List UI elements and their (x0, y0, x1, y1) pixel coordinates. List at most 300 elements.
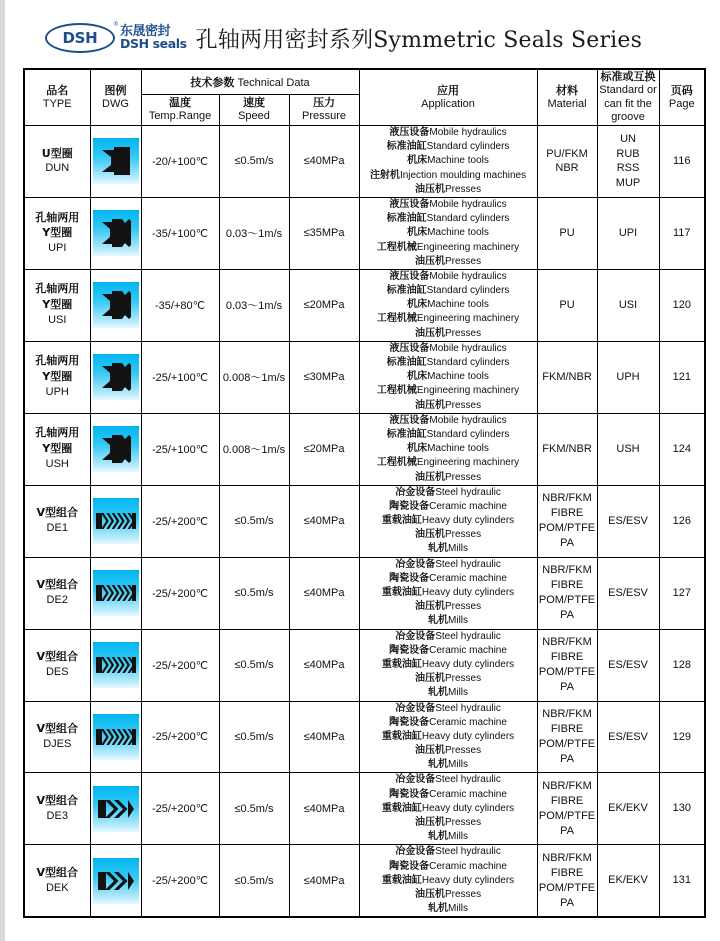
type-name-cn: Y型圈 (42, 298, 73, 312)
col-header-standard (597, 69, 659, 126)
application-cn: 油压机 (414, 327, 445, 339)
cell-application (359, 485, 537, 557)
application-cn: 机床 (407, 371, 428, 383)
application-en: Mobile hydraulics (429, 127, 507, 138)
application-cn: 油压机 (414, 255, 445, 267)
dsh-logo-wordmark (120, 25, 187, 51)
application-en: Presses (444, 183, 482, 195)
col-header-page-en: Page (668, 97, 695, 110)
application-cn: 注射机 (369, 169, 400, 181)
material-value: FIBRE (550, 867, 584, 879)
application-cn: 冶金设备 (395, 486, 436, 498)
cell-temperature: -25/+100℃ (141, 341, 219, 413)
cell-speed: ≤0.5m/s (219, 126, 289, 198)
type-name-cn: 孔轴两用 (35, 354, 80, 368)
application-cn: 重载油缸 (381, 802, 422, 814)
application-cn: 油压机 (414, 817, 445, 828)
cell-temperature: -25/+200℃ (141, 629, 219, 701)
application-en: Presses (444, 399, 482, 411)
application-line (360, 384, 537, 398)
application-line (360, 399, 537, 413)
application-cn: 机床 (407, 443, 428, 455)
application-line (360, 902, 537, 916)
cell-page-number[interactable]: 117 (659, 197, 705, 269)
cell-type (24, 269, 90, 341)
application-en: Heavy duty cylinders (421, 587, 515, 598)
application-line (360, 342, 537, 356)
application-cn: 冶金设备 (395, 558, 436, 570)
seals-table-wrapper (23, 68, 695, 918)
col-header-material-en: Material (547, 97, 587, 110)
col-header-dwg-en: DWG (102, 97, 129, 110)
type-code: DJES (43, 737, 72, 750)
cell-material (537, 773, 597, 845)
cell-pressure: ≤20MPa (289, 413, 359, 485)
cell-dwg[interactable] (90, 413, 141, 485)
material-value: FIBRE (550, 651, 584, 664)
type-name-cn: 孔轴两用 (35, 282, 80, 296)
application-en: Ceramic machine (429, 860, 507, 872)
type-name-cn: V型组合 (36, 865, 78, 879)
application-line (360, 888, 537, 902)
cell-application (359, 197, 537, 269)
cell-application (359, 773, 537, 845)
cell-temperature: -25/+100℃ (141, 413, 219, 485)
application-line (360, 730, 537, 744)
cell-pressure: ≤40MPa (289, 629, 359, 701)
cell-type (24, 557, 90, 629)
material-value: FIBRE (550, 795, 584, 808)
application-cn: 标准油缸 (386, 357, 427, 368)
cell-page-number[interactable]: 131 (659, 845, 705, 917)
col-header-page-cn: 页码 (670, 83, 693, 97)
table-row[interactable] (24, 126, 705, 198)
cell-temperature: -25/+200℃ (141, 485, 219, 557)
application-en: Presses (444, 888, 482, 900)
cell-page-number[interactable]: 124 (659, 413, 705, 485)
type-name-cn: Y型圈 (42, 370, 73, 384)
col-header-speed-en: Speed (238, 110, 270, 123)
cell-application (359, 629, 537, 701)
cell-pressure: ≤30MPa (289, 341, 359, 413)
type-name-cn: Y型圈 (42, 226, 73, 240)
application-en: Ceramic machine (429, 644, 507, 656)
application-en: Heavy duty cylinders (421, 730, 515, 742)
application-cn: 重载油缸 (381, 587, 422, 598)
cell-page-number[interactable]: 130 (659, 773, 705, 845)
table-body (24, 126, 705, 918)
v-stack-seal-long-icon (93, 570, 139, 616)
standard-value: RSS (616, 162, 640, 175)
seals-specification-table (23, 68, 706, 918)
application-en: Heavy duty cylinders (421, 874, 515, 886)
application-en: Engineering machinery (416, 313, 520, 325)
table-row[interactable] (24, 773, 705, 845)
application-cn: 轧机 (428, 759, 449, 771)
cell-material (537, 269, 597, 341)
cell-pressure: ≤40MPa (289, 773, 359, 845)
application-line (360, 514, 537, 528)
col-header-application-en: Application (421, 97, 475, 110)
application-en: Engineering machinery (416, 385, 520, 397)
application-en: Mills (448, 687, 469, 699)
application-cn: 冶金设备 (395, 702, 436, 714)
application-line (360, 686, 537, 700)
type-name-cn: V型组合 (36, 650, 78, 664)
application-line (360, 500, 537, 514)
standard-value: ES/ESV (608, 586, 648, 599)
application-en: Steel hydraulic (435, 630, 501, 642)
application-cn: 油压机 (414, 471, 445, 483)
application-line (360, 816, 537, 830)
cell-dwg[interactable] (90, 701, 141, 773)
standard-value: ES/ESV (608, 658, 648, 671)
material-value: FKM/NBR (542, 442, 592, 455)
application-en: Mills (448, 615, 469, 627)
cell-material (537, 126, 597, 198)
application-en: Mobile hydraulics (429, 198, 507, 210)
type-name-cn: V型组合 (36, 793, 78, 807)
application-line (360, 558, 537, 572)
cell-material (537, 701, 597, 773)
application-cn: 油压机 (414, 888, 445, 900)
type-code: DES (45, 666, 69, 679)
cell-dwg[interactable] (90, 557, 141, 629)
table-row[interactable] (24, 485, 705, 557)
v-stack-seal-short-icon (93, 786, 139, 832)
cell-material (537, 413, 597, 485)
cell-dwg[interactable] (90, 269, 141, 341)
material-value: FIBRE (550, 579, 584, 592)
type-name-cn: Y型圈 (42, 442, 73, 456)
cell-dwg[interactable] (90, 773, 141, 845)
application-en: Machine tools (427, 155, 489, 167)
cell-temperature: -25/+200℃ (141, 701, 219, 773)
application-line (360, 312, 537, 326)
application-en: Standard cylinders (426, 285, 510, 297)
application-en: Machine tools (427, 443, 489, 455)
material-value: FIBRE (550, 723, 584, 736)
cell-application (359, 341, 537, 413)
application-cn: 油压机 (414, 183, 445, 195)
application-en: Mills (448, 831, 469, 843)
cell-page-number[interactable]: 126 (659, 485, 705, 557)
cell-temperature: -25/+200℃ (141, 557, 219, 629)
standard-value: UN (620, 132, 636, 145)
table-row[interactable] (24, 629, 705, 701)
application-en: Presses (444, 327, 482, 339)
cell-application (359, 557, 537, 629)
cell-temperature: -25/+200℃ (141, 845, 219, 917)
cell-type (24, 701, 90, 773)
application-line (360, 702, 537, 716)
material-value: POM/PTFE (538, 594, 596, 607)
application-cn: 液压设备 (389, 414, 430, 426)
application-line (360, 860, 537, 874)
registered-trademark-icon: ® (113, 22, 118, 28)
material-value: NBR/FKM (542, 780, 592, 793)
application-cn: 标准油缸 (386, 213, 427, 225)
application-cn: 工程机械 (376, 313, 417, 325)
col-header-technical-data (141, 69, 359, 95)
dsh-logo-english: DSH seals (120, 36, 187, 52)
standard-value: MUP (615, 177, 641, 190)
cell-pressure: ≤40MPa (289, 557, 359, 629)
application-line (360, 255, 537, 269)
cell-dwg[interactable] (90, 845, 141, 917)
application-cn: 陶瓷设备 (389, 500, 430, 512)
application-cn: 油压机 (414, 673, 445, 685)
application-cn: 液压设备 (389, 270, 430, 282)
application-cn: 重载油缸 (381, 730, 422, 742)
type-name-cn: V型组合 (36, 506, 78, 520)
catalog-page (5, 0, 720, 941)
application-line (360, 284, 537, 298)
cell-page-number[interactable]: 129 (659, 701, 705, 773)
u-ring-seal-icon (93, 138, 139, 184)
cell-page-number[interactable]: 121 (659, 341, 705, 413)
cell-type (24, 341, 90, 413)
cell-pressure: ≤40MPa (289, 485, 359, 557)
cell-speed: 0.008～1m/s (219, 413, 289, 485)
material-value: PA (560, 537, 574, 549)
application-line (360, 442, 537, 456)
cell-dwg[interactable] (90, 629, 141, 701)
material-value: POM/PTFE (538, 737, 596, 750)
application-line (360, 183, 537, 197)
dsh-logo-oval-icon (45, 22, 118, 53)
application-line (360, 471, 537, 485)
application-line (360, 644, 537, 658)
cell-type (24, 485, 90, 557)
application-en: Presses (444, 471, 482, 483)
type-code: DUN (45, 162, 70, 175)
col-header-material (537, 69, 597, 126)
col-header-standard-cn: 标准或互换 (600, 70, 656, 83)
application-en: Mills (448, 543, 469, 555)
application-en: Standard cylinders (426, 141, 510, 153)
application-en: Heavy duty cylinders (421, 802, 515, 814)
application-en: Ceramic machine (429, 788, 507, 800)
cell-speed: ≤0.5m/s (219, 701, 289, 773)
application-en: Mills (448, 759, 469, 771)
cell-speed: ≤0.5m/s (219, 557, 289, 629)
application-cn: 冶金设备 (395, 846, 436, 858)
application-cn: 重载油缸 (381, 874, 422, 886)
application-cn: 冶金设备 (395, 774, 436, 786)
cell-standard (597, 197, 659, 269)
v-stack-seal-long-icon (93, 714, 139, 760)
cell-material (537, 845, 597, 917)
application-line (360, 630, 537, 644)
cell-temperature: -35/+80℃ (141, 269, 219, 341)
table-row[interactable] (24, 413, 705, 485)
col-header-standard-en-1: Standard or (599, 83, 657, 96)
material-value: NBR/FKM (542, 564, 592, 577)
material-value: PA (560, 608, 574, 621)
application-cn: 轧机 (428, 687, 449, 699)
type-code: UPI (48, 242, 67, 255)
application-en: Presses (444, 673, 482, 685)
table-row[interactable] (24, 845, 705, 917)
cell-standard (597, 845, 659, 917)
type-code: DE2 (46, 594, 68, 607)
cell-page-number[interactable]: 116 (659, 126, 705, 198)
application-cn: 工程机械 (376, 385, 417, 397)
application-cn: 油压机 (414, 745, 445, 757)
application-cn: 机床 (407, 155, 428, 167)
cell-application (359, 126, 537, 198)
application-cn: 陶瓷设备 (389, 644, 430, 656)
material-value: POM/PTFE (538, 881, 596, 894)
table-header-row-1 (24, 69, 705, 95)
application-line (360, 327, 537, 341)
application-cn: 冶金设备 (395, 630, 436, 642)
application-line (360, 298, 537, 312)
cell-page-number[interactable]: 128 (659, 629, 705, 701)
col-header-speed (219, 95, 289, 126)
application-line (360, 270, 537, 284)
application-line (360, 586, 537, 600)
application-cn: 油压机 (414, 399, 445, 411)
application-line (360, 154, 537, 168)
cell-temperature: -25/+200℃ (141, 773, 219, 845)
application-line (360, 744, 537, 758)
cell-application (359, 845, 537, 917)
application-cn: 液压设备 (389, 127, 430, 138)
col-header-temp-en: Temp.Range (148, 110, 212, 123)
cell-speed: 0.03～1m/s (219, 197, 289, 269)
application-line (360, 572, 537, 586)
application-en: Engineering machinery (416, 457, 520, 469)
material-value: POM/PTFE (538, 809, 596, 822)
application-en: Ceramic machine (429, 716, 507, 728)
col-header-pressure (289, 95, 359, 126)
application-cn: 标准油缸 (386, 285, 427, 297)
application-en: Mobile hydraulics (429, 342, 507, 354)
col-header-temperature (141, 95, 219, 126)
cell-standard (597, 126, 659, 198)
col-header-pressure-en: Pressure (302, 110, 347, 123)
application-line (360, 773, 537, 787)
application-cn: 液压设备 (389, 198, 430, 210)
application-line (360, 140, 537, 154)
standard-value: EK/EKV (608, 802, 648, 815)
cell-type (24, 845, 90, 917)
application-cn: 工程机械 (376, 457, 417, 469)
application-line (360, 241, 537, 255)
application-en: Heavy duty cylinders (421, 658, 515, 670)
application-line (360, 658, 537, 672)
application-en: Heavy duty cylinders (421, 515, 515, 527)
application-en: Presses (444, 601, 482, 613)
application-line (360, 845, 537, 859)
cell-dwg[interactable] (90, 126, 141, 198)
application-cn: 轧机 (428, 831, 449, 843)
application-en: Steel hydraulic (435, 702, 501, 714)
application-en: Mills (448, 903, 469, 915)
application-cn: 标准油缸 (386, 141, 427, 153)
material-value: FKM/NBR (542, 370, 592, 383)
table-row[interactable] (24, 341, 705, 413)
col-header-type (24, 69, 90, 126)
material-value: PU (559, 226, 575, 239)
cell-page-number[interactable]: 120 (659, 269, 705, 341)
cell-standard (597, 341, 659, 413)
application-line (360, 226, 537, 240)
standard-value: RUB (616, 147, 640, 160)
cell-type (24, 413, 90, 485)
type-name-cn: V型组合 (36, 578, 78, 592)
cell-speed: ≤0.5m/s (219, 773, 289, 845)
cell-speed: 0.03～1m/s (219, 269, 289, 341)
application-en: Steel hydraulic (435, 846, 501, 858)
application-line (360, 212, 537, 226)
standard-value: UPI (618, 226, 638, 239)
cell-material (537, 557, 597, 629)
application-line (360, 672, 537, 686)
cell-pressure: ≤35MPa (289, 197, 359, 269)
col-header-dwg-cn: 图例 (104, 83, 127, 97)
application-cn: 陶瓷设备 (389, 788, 430, 800)
cell-standard (597, 413, 659, 485)
cell-dwg[interactable] (90, 485, 141, 557)
cell-material (537, 485, 597, 557)
cell-standard (597, 269, 659, 341)
application-cn: 工程机械 (376, 241, 417, 253)
table-head (24, 69, 705, 126)
table-row[interactable] (24, 197, 705, 269)
application-en: Mobile hydraulics (429, 270, 507, 282)
application-en: Ceramic machine (429, 500, 507, 512)
table-row[interactable] (24, 701, 705, 773)
application-cn: 机床 (407, 227, 428, 239)
application-line (360, 758, 537, 772)
cell-page-number[interactable]: 127 (659, 557, 705, 629)
cell-material (537, 341, 597, 413)
standard-value: ES/ESV (608, 514, 648, 527)
page-header (5, 14, 720, 62)
application-en: Presses (444, 745, 482, 757)
type-code: UPH (45, 386, 69, 399)
application-en: Presses (444, 817, 482, 828)
material-value: NBR/FKM (542, 492, 592, 505)
cell-material (537, 629, 597, 701)
application-cn: 重载油缸 (381, 515, 422, 527)
cell-dwg[interactable] (90, 341, 141, 413)
y-ring-seal-icon (93, 354, 139, 400)
application-line (360, 456, 537, 470)
application-cn: 陶瓷设备 (389, 716, 430, 728)
cell-dwg[interactable] (90, 197, 141, 269)
material-value: POM/PTFE (538, 522, 596, 535)
table-row[interactable] (24, 557, 705, 629)
col-header-tech-en: Technical Data (237, 77, 310, 90)
application-line (360, 126, 537, 140)
application-en: Standard cylinders (426, 357, 510, 368)
material-value: FIBRE (550, 507, 584, 520)
application-en: Steel hydraulic (435, 774, 501, 786)
table-row[interactable] (24, 269, 705, 341)
cell-application (359, 413, 537, 485)
application-line (360, 356, 537, 370)
dsh-logo-mark: DSH (62, 29, 98, 47)
application-cn: 陶瓷设备 (389, 572, 430, 584)
material-value: PU (559, 298, 575, 311)
application-en: Engineering machinery (416, 241, 520, 253)
application-en: Presses (444, 529, 482, 541)
v-stack-seal-long-icon (93, 498, 139, 544)
